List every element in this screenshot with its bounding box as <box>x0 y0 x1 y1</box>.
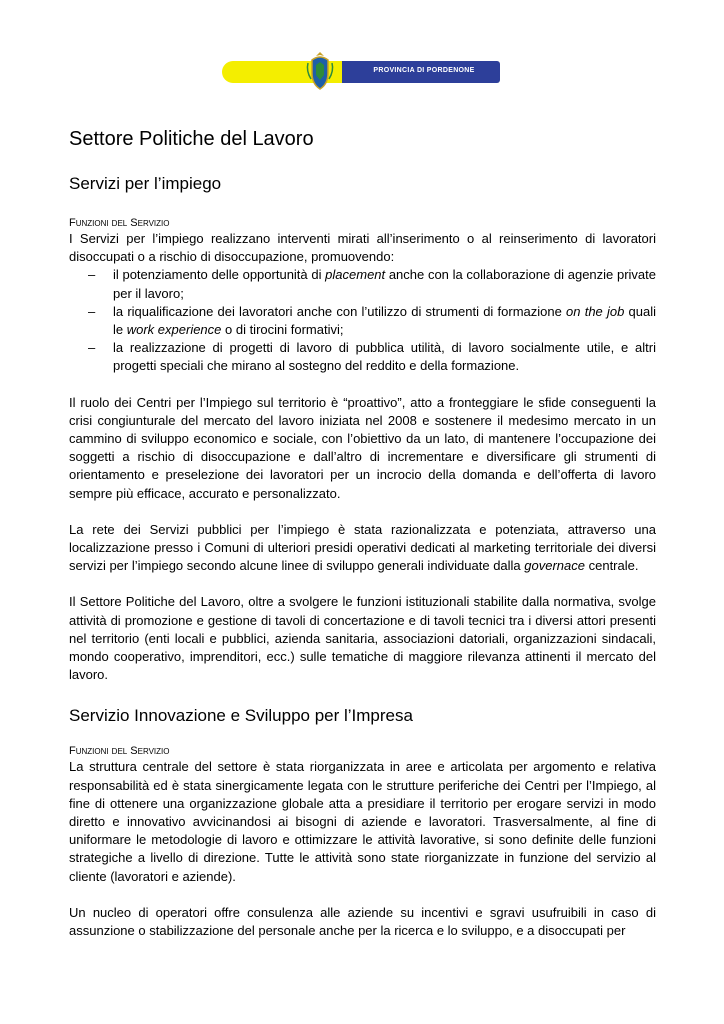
section-heading-innovazione: Servizio Innovazione e Sviluppo per l’Impresa <box>69 706 413 726</box>
bullet-list <box>69 266 656 375</box>
document-body <box>69 122 656 940</box>
header-banner <box>222 61 500 83</box>
section-subheading: Funzioni del Servizio <box>69 745 170 758</box>
banner-text: PROVINCIA DI PORDENONE <box>373 67 475 74</box>
paragraph: Il Settore Politiche del Lavoro, oltre a svolgere le funzioni istituzionali stabilite dalla normativa, svolge attività di promozione e gestione di tavoli di concertazione e di tavoli tecnici tra i diversi attori presenti nel territorio (enti locali e pubblici, azienda sanitaria, associazioni datoriali, organizzazioni sindacali, mondo cooperativo, imprenditori, ecc.) sulle tematiche di maggiore rilevanza attinenti il mercato del lavoro. <box>69 594 656 683</box>
paragraph: La rete dei Servizi pubblici per l’impiego è stata razionalizzata e potenziata, attraverso una localizzazione presso i Comuni di ulteriori presidi operativi dedicati al marketing territoriale dei diversi servizi per l’impiego secondo alcune linee di sviluppo generali individuate dalla governace centrale. <box>69 521 656 574</box>
paragraph: La struttura centrale del settore è stata riorganizzata in aree e articolata per argomento e relativa responsabilità ed è stata sinergicamente legata con le strutture periferiche dei Centri per l’Impiego, al fine di ottenere una organizzazione globale atta a presidiare il territorio per erogare servizi in modo diretto e innovativo avvicinandosi ai bisogni di aziende e lavoratori. Trasversalmente, al fine di uniformare le metodologie di lavoro e ottimizzare le attività lavorative, si sono definite delle funzioni strategiche a livello di direzione. Tutte le attività sono state riorganizzate in funzione del servizio al cliente (lavoratori e aziende). <box>69 759 656 884</box>
intro-paragraph: I Servizi per l’impiego realizzano interventi mirati all’inserimento o al reinserimento di lavoratori disoccupati o a rischio di disoccupazione, promuovendo: <box>69 231 656 265</box>
list-item: – la realizzazione di progetti di lavoro di pubblica utilità, di lavoro socialmente utile, e altri progetti speciali che mirano al sostegno del reddito e della formazione. <box>69 339 656 375</box>
page-title: Settore Politiche del Lavoro <box>69 128 314 150</box>
paragraph: Il ruolo dei Centri per l’Impiego sul territorio è “proattivo”, atto a fronteggiare le sfide conseguenti la crisi congiunturale del mercato del lavoro iniziata nel 2008 e sostenere il medesimo mercato in un cammino di sviluppo economico e sociale, con l’obiettivo da un lato, di mantenere l’occupazione dei soggetti a rischio di disoccupazione e dall’altro di incrementare e diversificare gli strumenti di orientamento e preselezione dei lavoratori per un incrocio della domanda e dell’offerta di lavoro sempre più efficace, accurato e personalizzato. <box>69 394 656 501</box>
coat-of-arms-icon <box>305 51 335 91</box>
section-heading-servizi: Servizi per l’impiego <box>69 174 222 193</box>
paragraph: Un nucleo di operatori offre consulenza alle aziende su incentivi e sgravi usufruibili in caso di assunzione o stabilizzazione del personale anche per la ricerca e lo sviluppo, e a disoccupati per <box>69 904 656 939</box>
section-subheading: Funzioni del Servizio <box>69 217 170 229</box>
list-item: – il potenziamento delle opportunità di placement anche con la collaborazione di agenzie private per il lavoro; <box>69 266 656 302</box>
list-item: – la riqualificazione dei lavoratori anche con l’utilizzo di strumenti di formazione on the job quali le work experience o di tirocini formativi; <box>69 303 656 339</box>
